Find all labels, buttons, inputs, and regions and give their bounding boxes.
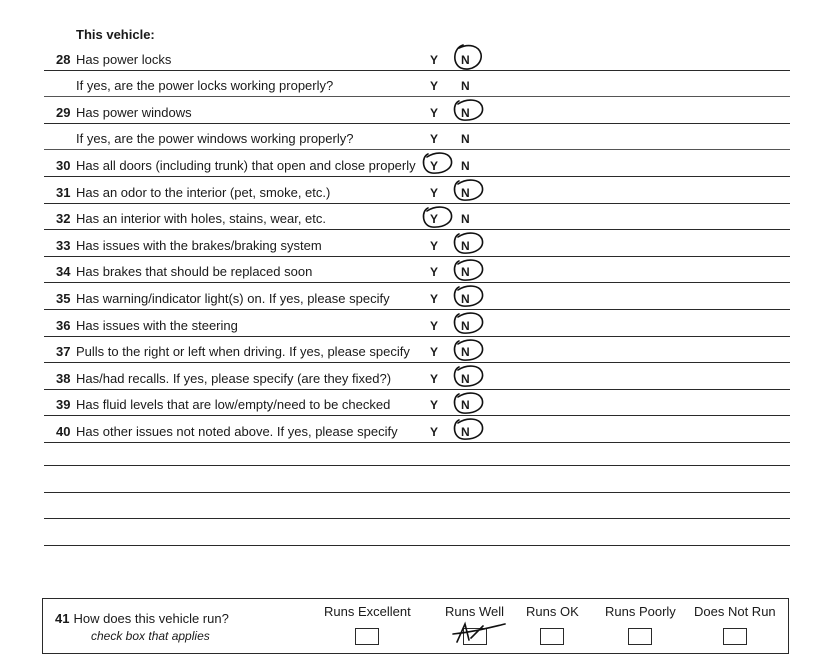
question-row <box>44 204 790 231</box>
run-question-text <box>55 611 229 626</box>
question-text: Has issues with the steering <box>76 317 238 333</box>
blank-line[interactable] <box>44 465 790 466</box>
question-row <box>44 283 790 310</box>
question-number: 32 <box>56 211 71 227</box>
question-text: Has fluid levels that are low/empty/need to be checked <box>76 397 391 413</box>
answer-no[interactable]: N <box>461 424 470 439</box>
question-row <box>44 337 790 364</box>
option-does-not-run[interactable] <box>694 604 776 645</box>
question-number: 31 <box>56 184 71 200</box>
question-row <box>44 230 790 257</box>
answer-no[interactable]: N <box>461 345 470 360</box>
answer-no[interactable]: N <box>461 79 470 94</box>
answer-yes[interactable]: Y <box>430 265 439 280</box>
answer-yes[interactable]: Y <box>430 371 439 386</box>
checkbox-runs-ok[interactable] <box>540 628 564 645</box>
question-number: 40 <box>56 423 71 439</box>
answer-no[interactable]: N <box>461 318 470 333</box>
question-text: Has/had recalls. If yes, please specify (are they fixed?) <box>76 370 392 386</box>
question-text: Has all doors (including trunk) that open and close properly <box>76 157 416 173</box>
question-number: 35 <box>56 290 71 306</box>
answer-yes[interactable]: Y <box>430 212 439 227</box>
answer-no[interactable]: N <box>461 291 470 306</box>
question-row <box>44 416 790 443</box>
option-label: Runs Excellent <box>324 604 411 619</box>
question-text: Pulls to the right or left when driving. If yes, please specify <box>76 344 410 360</box>
question-number: 38 <box>56 370 71 386</box>
answer-no[interactable]: N <box>461 398 470 413</box>
question-text: Has an odor to the interior (pet, smoke, etc.) <box>76 184 331 200</box>
answer-yes[interactable]: Y <box>430 398 439 413</box>
answer-yes[interactable]: Y <box>430 345 439 360</box>
answer-yes[interactable]: Y <box>430 238 439 253</box>
blank-line[interactable] <box>44 545 790 546</box>
option-label: Runs Poorly <box>605 604 676 619</box>
question-number: 33 <box>56 237 71 253</box>
answer-no[interactable]: N <box>461 265 470 280</box>
question-row <box>44 71 790 98</box>
answer-no[interactable]: N <box>461 185 470 200</box>
run-question-hint: check box that applies <box>91 629 210 643</box>
answer-no[interactable]: N <box>461 238 470 253</box>
checkbox-runs-excellent[interactable] <box>355 628 379 645</box>
checkbox-runs-poorly[interactable] <box>628 628 652 645</box>
run-question-label: How does this vehicle run? <box>73 611 229 626</box>
question-number: 28 <box>56 51 71 67</box>
answer-no[interactable]: N <box>461 371 470 386</box>
answer-yes[interactable]: Y <box>430 424 439 439</box>
option-label: Does Not Run <box>694 604 776 619</box>
answer-yes[interactable]: Y <box>430 105 439 120</box>
option-label: Runs OK <box>526 604 579 619</box>
question-number: 34 <box>56 264 71 280</box>
vehicle-run-question <box>42 598 789 654</box>
answer-yes[interactable]: Y <box>430 79 439 94</box>
question-text: Has issues with the brakes/braking system <box>76 237 322 253</box>
question-number: 36 <box>56 317 71 333</box>
answer-yes[interactable]: Y <box>430 291 439 306</box>
question-number: 39 <box>56 397 71 413</box>
question-row <box>44 177 790 204</box>
option-runs-well[interactable] <box>445 604 504 645</box>
answer-no[interactable]: N <box>461 105 470 120</box>
run-question-number: 41 <box>55 611 70 626</box>
answer-yes[interactable]: Y <box>430 52 439 67</box>
answer-yes[interactable]: Y <box>430 132 439 147</box>
checkbox-runs-well[interactable] <box>463 628 487 645</box>
question-text: Has power windows <box>76 104 192 120</box>
question-text: Has an interior with holes, stains, wear, etc. <box>76 211 327 227</box>
answer-no[interactable]: N <box>461 132 470 147</box>
option-label: Runs Well <box>445 604 505 619</box>
answer-no[interactable]: N <box>461 52 470 67</box>
question-number: 37 <box>56 344 71 360</box>
question-row <box>44 390 790 417</box>
question-text: If yes, are the power windows working properly? <box>76 131 354 147</box>
question-text: Has warning/indicator light(s) on. If yes, please specify <box>76 290 390 306</box>
question-row <box>44 124 790 151</box>
question-row <box>44 310 790 337</box>
answer-no[interactable]: N <box>461 158 470 173</box>
question-text: Has other issues not noted above. If yes, please specify <box>76 423 398 439</box>
blank-line[interactable] <box>44 492 790 493</box>
question-row <box>44 150 790 177</box>
checkbox-does-not-run[interactable] <box>723 628 747 645</box>
question-text: Has power locks <box>76 51 172 67</box>
question-row <box>44 257 790 284</box>
question-text: If yes, are the power locks working properly? <box>76 78 334 94</box>
blank-line[interactable] <box>44 518 790 519</box>
option-runs-poorly[interactable] <box>605 604 676 645</box>
question-number: 29 <box>56 104 71 120</box>
question-row <box>44 363 790 390</box>
question-row <box>44 97 790 124</box>
question-number: 30 <box>56 157 71 173</box>
question-text: Has brakes that should be replaced soon <box>76 264 313 280</box>
answer-yes[interactable]: Y <box>430 158 439 173</box>
form-section-title: This vehicle: <box>76 27 155 42</box>
answer-no[interactable]: N <box>461 212 470 227</box>
question-row <box>44 44 790 71</box>
option-runs-excellent[interactable] <box>324 604 411 645</box>
option-runs-ok[interactable] <box>526 604 579 645</box>
answer-yes[interactable]: Y <box>430 318 439 333</box>
answer-yes[interactable]: Y <box>430 185 439 200</box>
